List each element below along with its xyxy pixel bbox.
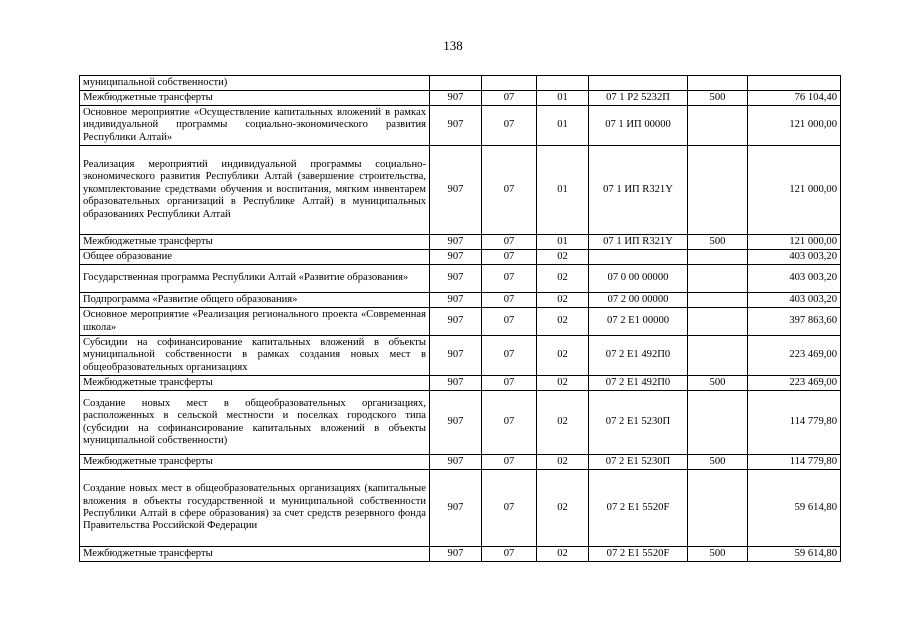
row-name: Межбюджетные трансферты [80,91,430,106]
row-vr [688,76,748,91]
row-sum: 114 779,80 [748,391,841,455]
row-name: Подпрограмма «Развитие общего образования» [80,293,430,308]
row-sum: 403 003,20 [748,250,841,265]
row-gr: 907 [430,146,482,235]
row-gr: 907 [430,265,482,293]
row-csr: 07 2 Е1 492П0 [589,336,688,376]
row-sum: 121 000,00 [748,146,841,235]
budget-table [79,75,841,562]
row-gr [430,76,482,91]
row-vr: 500 [688,455,748,470]
table-row [80,455,841,470]
row-csr: 07 1 ИП R321Y [589,235,688,250]
row-csr: 07 2 Е1 5230П [589,455,688,470]
row-pr [537,76,589,91]
table-row [80,235,841,250]
row-pr: 01 [537,106,589,146]
row-gr: 907 [430,235,482,250]
row-gr: 907 [430,455,482,470]
table-row [80,391,841,455]
row-rz: 07 [482,547,537,562]
row-csr [589,76,688,91]
row-vr: 500 [688,91,748,106]
row-pr: 02 [537,455,589,470]
row-sum: 76 104,40 [748,91,841,106]
row-rz: 07 [482,265,537,293]
row-sum: 121 000,00 [748,235,841,250]
row-pr: 01 [537,146,589,235]
row-sum: 397 863,60 [748,308,841,336]
row-vr [688,336,748,376]
row-name: Межбюджетные трансферты [80,547,430,562]
row-gr: 907 [430,376,482,391]
page-number: 138 [443,38,463,53]
row-sum: 114 779,80 [748,455,841,470]
row-gr: 907 [430,106,482,146]
row-pr: 02 [537,336,589,376]
row-rz: 07 [482,336,537,376]
table-row [80,308,841,336]
row-name: Реализация мероприятий индивидуальной программы социально-экономического развития Республики Алтай (завершение строительства, укомплектование средствами обучения и воспитания, мягким инвентарем образовательных организаций в Республике Алтай) в муниципальных образованиях Республики Алтай [80,146,430,235]
row-pr: 01 [537,235,589,250]
row-sum: 59 614,80 [748,470,841,547]
row-gr: 907 [430,91,482,106]
row-sum: 223 469,00 [748,376,841,391]
row-sum: 121 000,00 [748,106,841,146]
table-body [80,76,841,562]
row-pr: 02 [537,250,589,265]
row-name: Межбюджетные трансферты [80,376,430,391]
row-pr: 02 [537,547,589,562]
row-pr: 02 [537,293,589,308]
table-row [80,146,841,235]
row-csr: 07 2 Е1 5520F [589,470,688,547]
row-rz: 07 [482,308,537,336]
row-rz: 07 [482,250,537,265]
row-name: муниципальной собственности) [80,76,430,91]
row-csr: 07 2 Е1 492П0 [589,376,688,391]
row-csr: 07 1 Р2 5232П [589,91,688,106]
table-row [80,293,841,308]
row-rz: 07 [482,91,537,106]
table-row [80,376,841,391]
row-csr: 07 2 Е1 5520F [589,547,688,562]
table-row [80,250,841,265]
row-vr [688,308,748,336]
table-row [80,76,841,91]
row-vr [688,250,748,265]
row-vr: 500 [688,547,748,562]
row-name: Основное мероприятие «Реализация регионального проекта «Современная школа» [80,308,430,336]
row-pr: 02 [537,376,589,391]
row-gr: 907 [430,293,482,308]
row-name: Создание новых мест в общеобразовательных организациях, расположенных в сельской местности и поселках городского типа (субсидии на софинансирование капитальных вложений в объекты муниципальной собственности) [80,391,430,455]
row-gr: 907 [430,250,482,265]
row-csr: 07 2 Е1 5230П [589,391,688,455]
row-rz: 07 [482,146,537,235]
row-pr: 02 [537,391,589,455]
row-pr: 01 [537,91,589,106]
row-rz: 07 [482,391,537,455]
row-csr: 07 1 ИП R321Y [589,146,688,235]
row-pr: 02 [537,308,589,336]
row-gr: 907 [430,547,482,562]
row-sum: 59 614,80 [748,547,841,562]
table-row [80,336,841,376]
row-rz: 07 [482,470,537,547]
row-sum: 223 469,00 [748,336,841,376]
row-gr: 907 [430,391,482,455]
row-vr: 500 [688,235,748,250]
row-gr: 907 [430,336,482,376]
row-csr: 07 0 00 00000 [589,265,688,293]
row-sum: 403 003,20 [748,293,841,308]
table-row [80,106,841,146]
table-row [80,91,841,106]
row-name: Создание новых мест в общеобразовательных организациях (капитальные вложения в объекты государственной и муниципальной собственности Республики Алтай в сфере образования) за счет средств резервного фонда Правительства Российской Федерации [80,470,430,547]
row-vr: 500 [688,376,748,391]
row-csr: 07 1 ИП 00000 [589,106,688,146]
row-vr [688,106,748,146]
row-name: Субсидии на софинансирование капитальных вложений в объекты муниципальной собственности в рамках создания новых мест в общеобразовательных организациях [80,336,430,376]
row-rz: 07 [482,376,537,391]
row-vr [688,146,748,235]
row-rz: 07 [482,455,537,470]
row-rz: 07 [482,293,537,308]
row-vr [688,293,748,308]
row-rz [482,76,537,91]
row-name: Межбюджетные трансферты [80,455,430,470]
row-pr: 02 [537,470,589,547]
row-csr: 07 2 00 00000 [589,293,688,308]
row-pr: 02 [537,265,589,293]
table-row [80,265,841,293]
row-csr [589,250,688,265]
row-sum [748,76,841,91]
row-sum: 403 003,20 [748,265,841,293]
row-gr: 907 [430,470,482,547]
row-name: Основное мероприятие «Осуществление капитальных вложений в рамках индивидуальной программы социально-экономического развития Республики Алтай» [80,106,430,146]
table-row [80,547,841,562]
row-vr [688,391,748,455]
row-rz: 07 [482,235,537,250]
row-gr: 907 [430,308,482,336]
row-vr [688,470,748,547]
row-csr: 07 2 Е1 00000 [589,308,688,336]
row-name: Государственная программа Республики Алтай «Развитие образования» [80,265,430,293]
table-row [80,470,841,547]
row-name: Общее образование [80,250,430,265]
row-rz: 07 [482,106,537,146]
row-name: Межбюджетные трансферты [80,235,430,250]
row-vr [688,265,748,293]
